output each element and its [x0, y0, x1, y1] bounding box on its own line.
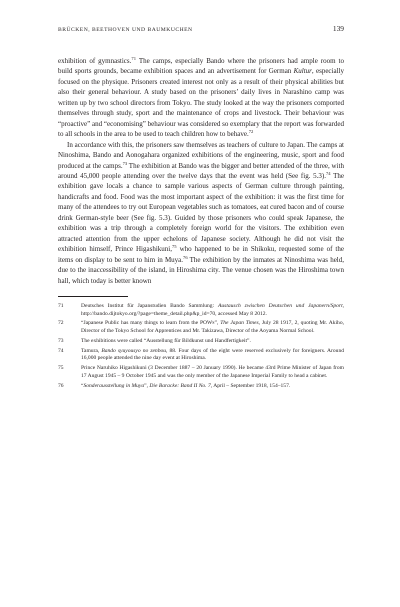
text-run: Deutsches Institut für Japanstudien Bando Sammlung: — [81, 302, 218, 309]
body-paragraph — [58, 56, 344, 140]
footnote-text — [81, 320, 344, 335]
text-run: Prince Naruhiko Higashikuni (3 December 1887 – 20 January 1990). He became 43rd Prime Minister of Japan from 17 August 1945 – 9 October 1945 and was the only member of the Japanese Imperial Family to head a cabinet. — [81, 365, 344, 379]
text-run: “Japanese Public has many things to learn from the — [81, 320, 200, 327]
footnote-number: 76 — [58, 382, 64, 389]
small-caps-text: POWs — [199, 320, 215, 327]
text-run: , http://bando.dijtokyo.org/?page=theme_detail.php&p_id=70, accessed May 8 2012. — [81, 302, 344, 317]
italic-text: The Japan Times — [220, 320, 259, 327]
italic-text: Austausch zwischen Deutschen und Japanern/Sport — [218, 302, 343, 309]
text-run: ”, — [214, 320, 221, 327]
italic-text: Kultur — [293, 67, 312, 76]
footnote-number: 73 — [58, 337, 64, 344]
footnote-rule — [58, 296, 128, 297]
running-title: BRÜCKEN, BEETHOVEN UND BAUMKUCHEN — [58, 27, 193, 33]
text-run: The exhibition by the inmates at Ninoshima was held, due to the inaccessibility of the island, in Hiroshima city. The venue chosen was the Hiroshima town hall, which today is better known — [58, 255, 344, 285]
footnote-number: 75 — [58, 365, 64, 372]
footnote-text — [81, 348, 344, 363]
footnote-text — [81, 303, 344, 318]
footnote — [58, 365, 344, 380]
text-run: , July 28 1917, 2, quoting Mr. Akiho, Director of the Tokyo School for Apprentices and Mr. Takizawa, Director of the Aoyama Normal School. — [81, 320, 344, 334]
text-run: Tamura, — [81, 347, 102, 354]
footnote-text — [81, 338, 344, 346]
text-run: The exhibition at Bando was the bigger and better attended of the three, with around 45,000 people attending over the twelve days that the event was held (See fig. 5.3). — [58, 161, 344, 180]
book-page — [58, 24, 344, 393]
italic-text: Die Baracke: Band II No. 7 — [149, 382, 211, 389]
footnote-marker: 71 — [131, 56, 136, 61]
footnotes — [58, 303, 344, 390]
body-text — [58, 56, 344, 286]
footnote-number: 74 — [58, 347, 64, 354]
footnote-marker: 72 — [248, 129, 254, 135]
text-run: , 88. Four days of the eight were reserved exclusively for foreigners. Around 16,000 people attended the nine day event at Hiroshima. — [81, 347, 344, 362]
text-run: ”, — [144, 382, 150, 389]
footnote — [58, 383, 344, 391]
body-paragraph — [58, 140, 344, 286]
footnote-text — [81, 383, 344, 391]
footnote — [58, 348, 344, 363]
page-number: 139 — [332, 24, 344, 33]
text-run: exhibition of gymnastics. — [58, 57, 132, 65]
text-run: The exhibition gave locals a chance to sample various aspects of German culture through painting, handicrafts and food. Food was the most important aspect of the exhibition: it was the first time for many of the attendees to try out European vegetables such as tomatoes, eat cured bacon and of course drink German-style beer (See fig. 5.3). Guided by those prisoners who could speak Japanese, the exhibition was a trip through a completely foreign world for the visitors. The exhibition even attracted attention from the upper echelons of Japanese society. Although he did not visit the exhibition himself, Prince Higashikuni, — [58, 171, 344, 254]
footnote-marker: 73 — [122, 160, 128, 166]
text-run: In accordance with this, the prisoners saw themselves as teachers of culture to Japan. The camps at Ninoshima, Bando and Aonogahara organized exhibitions of the engineering, music, sport and food produced at the camps. — [58, 140, 344, 170]
text-run: The exhibitions were called “Ausstellung für Bildkunst und Handfertigkeit”. — [81, 337, 251, 344]
footnote-text — [81, 365, 344, 380]
text-run: , especially focused on the physique. Prisoners created interest not only as a result of their physical abilities but also their general behaviour. A study based on the prisoners’ daily lives in Narashino camp was written up by two school directors from Tokyo. The study looked at the way the prisoners comported themselves through study, sport and the maintenance of crops and livestock. Their behaviour was “proactive” and “economising” behaviour was considered so exemplary that the report was forwarded to all schools in the area to be used to teach children how to behave. — [58, 67, 344, 139]
italic-text: Sonderausstellung in Muya — [83, 382, 145, 389]
footnote — [58, 338, 344, 346]
footnote-marker: 75 — [171, 244, 177, 250]
footnote-marker: 76 — [183, 254, 188, 260]
text-run: , April – September 1918, 154–157. — [210, 382, 291, 389]
running-header — [58, 24, 344, 38]
text-run: The camps, especially Bando where the prisoners had ample room to build sports grounds, became exhibition spaces and an advertisement for German — [58, 57, 344, 76]
footnote-number: 72 — [58, 320, 64, 327]
text-run: who happened to be in Shikoku, requested some of the items on display to be sent to him in Muya. — [58, 245, 344, 264]
italic-text: Bando syuyousyo no zenbou — [101, 347, 167, 354]
footnote — [58, 303, 344, 318]
footnote-marker: 74 — [325, 170, 331, 176]
footnote-number: 71 — [58, 302, 64, 309]
text-run: “ — [81, 382, 84, 389]
footnote — [58, 320, 344, 335]
